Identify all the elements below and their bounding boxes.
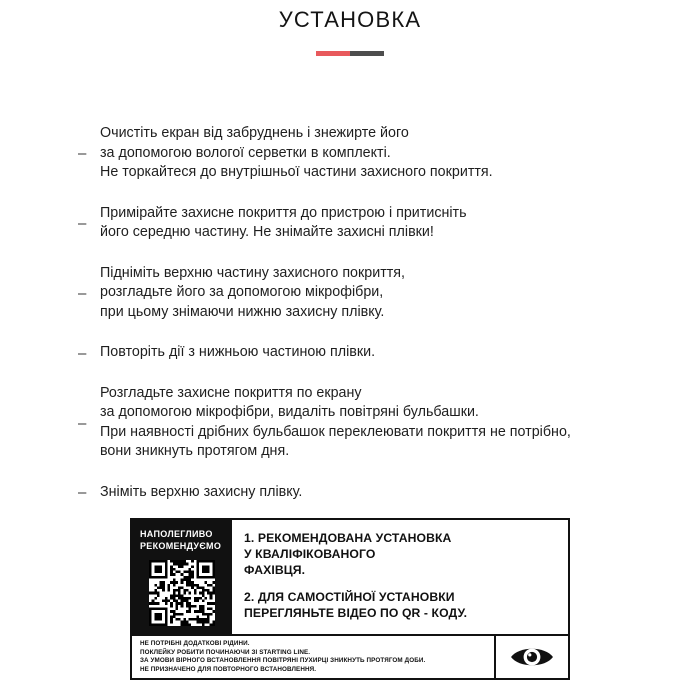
step-text bbox=[100, 384, 658, 462]
instruction-step bbox=[78, 483, 658, 503]
instruction-step bbox=[78, 384, 658, 462]
recommendation-block bbox=[244, 530, 558, 578]
card-right-panel bbox=[232, 520, 568, 634]
recommendation-line: ФАХІВЦЯ. bbox=[244, 563, 306, 577]
recommendation-line: ПЕРЕГЛЯНЬТЕ ВІДЕО ПО QR - КОДУ. bbox=[244, 606, 468, 620]
recommendation-line: У КВАЛІФІКОВАНОГО bbox=[244, 547, 376, 561]
step-text bbox=[100, 264, 658, 323]
step-text-line: При наявності дрібних бульбашок переклеювати покриття не потрібно, bbox=[100, 423, 571, 440]
step-text-line: Повторіть дії з нижньою частиною плівки. bbox=[100, 344, 376, 360]
step-text-line: вони зникнуть протягом дня. bbox=[100, 443, 290, 459]
step-text-line: Підніміть верхню частину захисного покриття, bbox=[100, 264, 406, 281]
divider-segment-dark bbox=[350, 51, 384, 56]
step-text-line: Не торкайтеся до внутрішньої частини захисного покриття. bbox=[100, 164, 493, 180]
card-footer bbox=[132, 634, 568, 678]
instruction-steps bbox=[78, 124, 658, 502]
divider-segment-red bbox=[316, 51, 350, 56]
step-text-line: Примірайте захисне покриття до пристрою і притисніть bbox=[100, 204, 467, 221]
recommendation-label-card bbox=[130, 518, 570, 680]
qr-code-icon[interactable] bbox=[149, 560, 215, 626]
instruction-step bbox=[78, 343, 658, 363]
step-text-line: його середню частину. Не знімайте захисні плівки! bbox=[100, 224, 434, 240]
step-marker: – bbox=[78, 215, 87, 232]
card-footer-line: НЕ ПОТРІБНІ ДОДАТКОВІ РІДИНИ. bbox=[140, 640, 250, 648]
step-marker: – bbox=[78, 145, 87, 163]
recommendation-block bbox=[244, 589, 558, 621]
step-text bbox=[100, 204, 658, 243]
step-text-line: Очистіть екран від забруднень і знежирте його bbox=[100, 125, 409, 141]
instruction-step bbox=[78, 124, 658, 183]
eye-icon bbox=[494, 636, 568, 678]
card-footer-line: ПОКЛЕЙКУ РОБИТИ ПОЧИНАЮЧИ ЗІ STARTING LINE. bbox=[140, 648, 311, 656]
card-footer-line: НЕ ПРИЗНАЧЕНО ДЛЯ ПОВТОРНОГО ВСТАНОВЛЕННЯ. bbox=[140, 666, 317, 674]
step-text bbox=[100, 483, 658, 503]
step-marker: – bbox=[78, 484, 87, 502]
step-text-line: Зніміть верхню захисну плівку. bbox=[100, 483, 303, 500]
step-marker: – bbox=[78, 414, 87, 432]
card-main bbox=[132, 520, 568, 634]
step-text-line: за допомогою вологої серветки в комплекті. bbox=[100, 144, 391, 161]
step-marker: – bbox=[78, 284, 87, 302]
page-title: УСТАНОВКА bbox=[278, 7, 422, 32]
instruction-step bbox=[78, 264, 658, 323]
step-text-line: розгладьте його за допомогою мікрофібри, bbox=[100, 284, 384, 300]
step-text-line: Розгладьте захисне покриття по екрану bbox=[100, 384, 362, 401]
card-left-heading bbox=[132, 520, 232, 558]
step-marker: – bbox=[78, 344, 87, 362]
recommendation-line: 2. ДЛЯ САМОСТІЙНОЇ УСТАНОВКИ bbox=[244, 590, 455, 604]
step-text bbox=[100, 124, 658, 183]
card-left-heading-line: НАПОЛЕГЛИВО bbox=[140, 529, 213, 539]
step-text-line: за допомогою мікрофібри, видаліть повітряні бульбашки. bbox=[100, 404, 479, 420]
card-footer-line: ЗА УМОВИ ВІРНОГО ВСТАНОВЛЕННЯ ПОВІТРЯНІ ПУХИРЦІ ЗНИКНУТЬ ПРОТЯГОМ ДОБИ. bbox=[140, 657, 426, 665]
title-divider bbox=[316, 51, 384, 56]
card-left-panel bbox=[132, 520, 232, 634]
card-left-heading-line: РЕКОМЕНДУЄМО bbox=[140, 541, 222, 551]
step-text bbox=[100, 343, 658, 363]
instruction-step bbox=[78, 204, 658, 243]
recommendation-line: 1. РЕКОМЕНДОВАНА УСТАНОВКА bbox=[244, 531, 452, 545]
step-text-line: при цьому знімаючи нижню захисну плівку. bbox=[100, 303, 385, 320]
card-footer-text bbox=[132, 636, 494, 678]
